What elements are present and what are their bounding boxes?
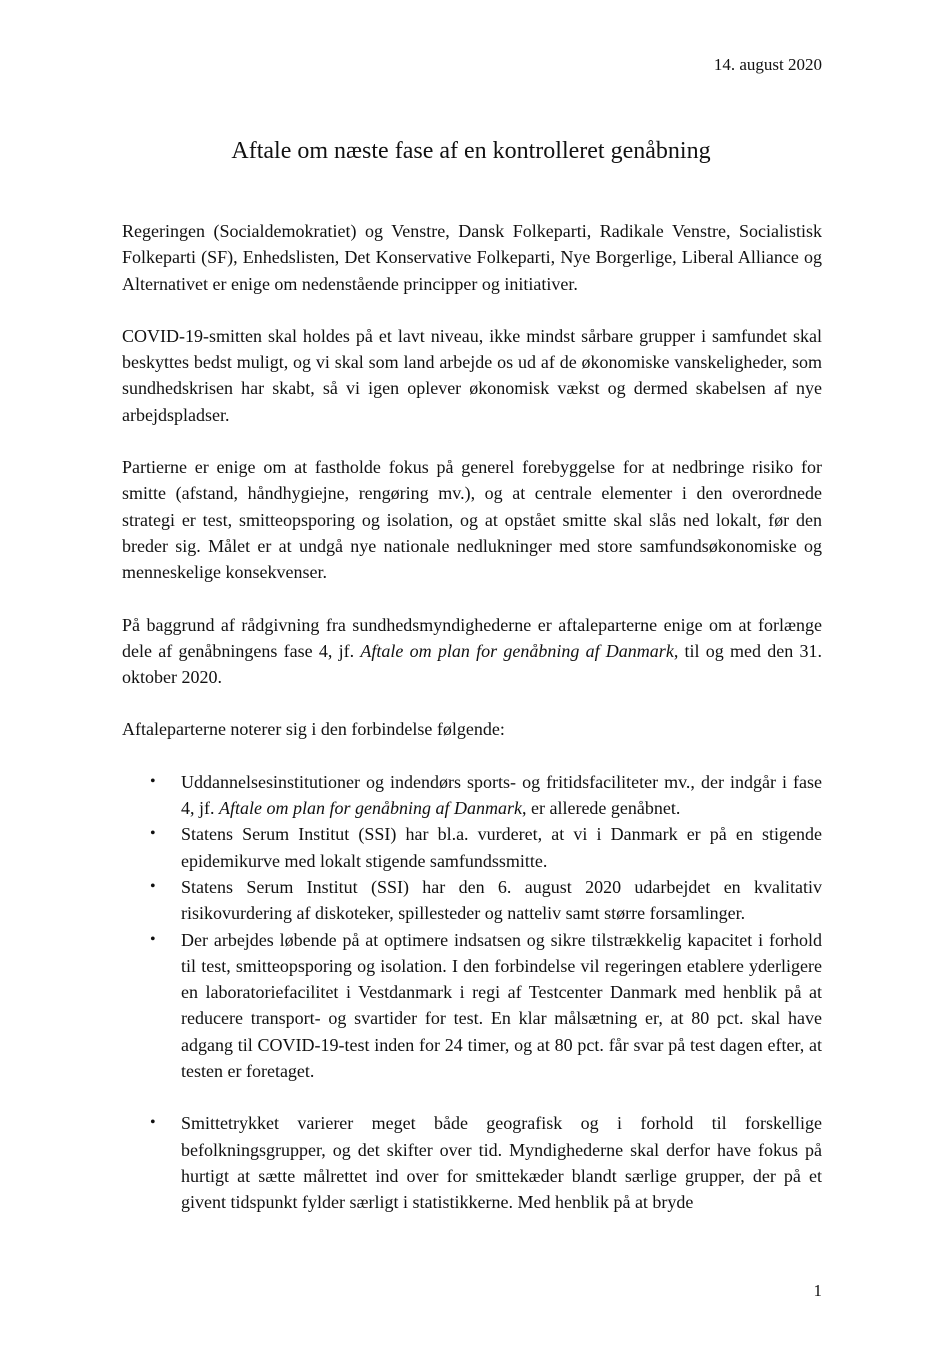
list-item-text-before: Uddannelsesinstitutioner og indendørs sports- og fritidsfaciliteter mv., der indgår i fase 4, jf. bbox=[181, 771, 822, 819]
document-date: 14. august 2020 bbox=[713, 55, 822, 74]
agreement-reference: Aftale om plan for genåbning af Danmark bbox=[219, 798, 522, 819]
paragraph-prevention: Partierne er enige om at fastholde fokus på generel forebyggelse for at nedbringe risiko for smitte (afstand, håndhygiejne, rengøring mv.), og at centrale elementer i den overordnede strategi er test, smitteopsporing og isolation, og at opstået smitte skal slås ned lokalt, før den breder sig. Målet er at undgå nye nationale nedlukninger med store samfundsøkonomiske og menneskelige konsekvenser. bbox=[122, 457, 822, 583]
paragraph-extension bbox=[122, 612, 822, 691]
bullet-icon: • bbox=[150, 930, 156, 948]
list-item-text: Statens Serum Institut (SSI) har den 6. august 2020 udarbejdet en kvalitativ risikovurdering af diskoteker, spillesteder og natteliv samt større forsamlinger. bbox=[181, 876, 822, 924]
document-title: Aftale om næste fase af en kontrolleret genåbning bbox=[231, 138, 711, 164]
list-item bbox=[122, 769, 822, 822]
list-item-text: Smittetrykket varierer meget både geografisk og i forhold til forskellige befolkningsgrupper, og det skifter over tid. Myndighederne skal derfor have fokus på hurtigt at sætte målrettet ind over for smittekæder blandt særlige grupper, der på et givent tidspunkt fylder særligt i statistikkerne. Med henblik på at bryde bbox=[181, 1113, 822, 1213]
bullet-icon: • bbox=[150, 877, 156, 895]
bullet-icon: • bbox=[150, 772, 156, 790]
bullet-intro: Aftaleparterne noterer sig i den forbindelse følgende: bbox=[122, 719, 505, 740]
paragraph-parties: Regeringen (Socialdemokratiet) og Venstre, Dansk Folkeparti, Radikale Venstre, Socialistisk Folkeparti (SF), Enhedslisten, Det Konservative Folkeparti, Nye Borgerlige, Liberal Alliance og Alternativet er enige om nedenstående principper og initiativer. bbox=[122, 221, 822, 294]
list-item-text-after: , er allerede genåbnet. bbox=[521, 798, 681, 819]
list-item bbox=[122, 1110, 822, 1215]
list-item bbox=[122, 927, 822, 1085]
bullet-list bbox=[122, 769, 822, 1216]
bullet-icon: • bbox=[150, 825, 156, 843]
page-number: 1 bbox=[813, 1281, 822, 1300]
paragraph-extension-text-before: På baggrund af rådgivning fra sundhedsmyndighederne er aftaleparterne enige om at forlænge dele af genåbningens fase 4, jf. bbox=[122, 614, 822, 661]
list-item-text: Statens Serum Institut (SSI) har bl.a. vurderet, at vi i Danmark er på en stigende epidemikurve med lokalt stigende samfundssmitte. bbox=[181, 824, 822, 871]
list-item-text: Der arbejdes løbende på at optimere indsatsen og sikre tilstrækkelig kapacitet i forhold til test, smitteopsporing og isolation. I den forbindelse vil regeringen etablere yderligere en laboratoriefacilitet i Vestdanmark i regi af Testcenter Danmark med henblik på at reducere transport- og svartider for test. En klar målsætning er, at 80 pct. skal have adgang til COVID-19-test inden for 24 timer, og at 80 pct. får svar på test dagen efter, at testen er foretaget. bbox=[181, 929, 822, 1082]
paragraph-extension-text-after: , til og med den 31. oktober 2020. bbox=[122, 640, 823, 688]
list-item bbox=[122, 874, 822, 927]
bullet-icon: • bbox=[150, 1114, 156, 1132]
agreement-reference: Aftale om plan for genåbning af Danmark bbox=[360, 640, 674, 661]
document-body bbox=[122, 218, 822, 1216]
list-item bbox=[122, 821, 822, 874]
paragraph-covid-level: COVID-19-smitten skal holdes på et lavt niveau, ikke mindst sårbare grupper i samfundet skal beskyttes bedst muligt, og vi skal som land arbejde os ud af de økonomiske vanskeligheder, som sundhedskrisen har skabt, så vi igen oplever økonomisk vækst og dermed skabelsen af nye arbejdspladser. bbox=[122, 325, 822, 425]
